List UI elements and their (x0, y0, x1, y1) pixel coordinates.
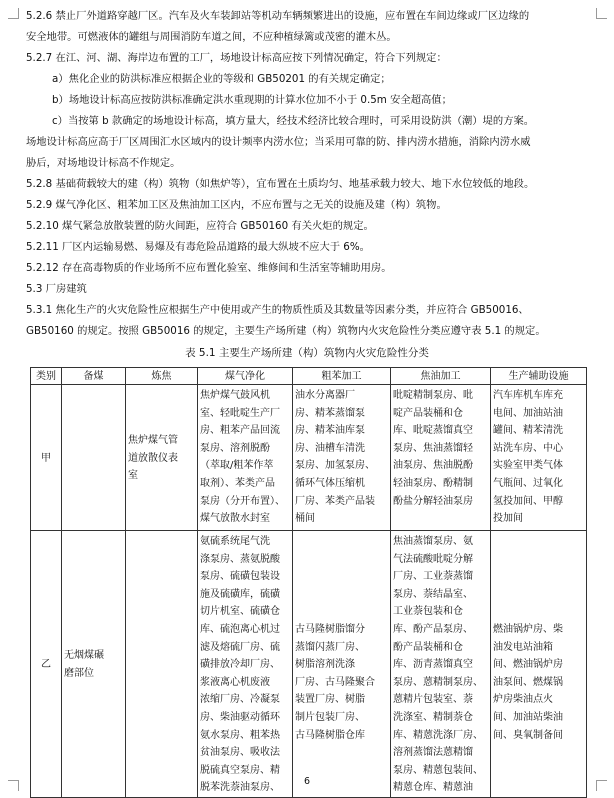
table-caption: 表 5.1 主要生产场所建（构）筑物内火灾危险性分类 (185, 347, 429, 359)
cell-auxiliary: 汽车库机车库充 电间、加油站油 罐间、精苯清洗 站洗车房、中心 实验室甲类气体 气瓶间、过氧化 氢投加间、甲醇 投加间 (491, 385, 587, 531)
header-auxiliary: 生产辅助设施 (491, 368, 587, 385)
paragraph-5-3-1-line2: GB50160 的规定。按照 GB50016 的规定，主要生产场所建（构）筑物内火灾危险性分类应遵守表 5.1 的规定。 (26, 325, 546, 337)
cell-coking (126, 531, 198, 798)
list-item-a: a）焦化企业的防洪标准应根据企业的等级和 GB50201 的有关规定确定； (52, 73, 391, 85)
crop-mark-top-left (8, 8, 19, 19)
header-crude-benzene: 粗苯加工 (293, 368, 391, 385)
cell-auxiliary: 燃油锅炉房、柴 油发电站油箱 间、燃油锅炉房 油泵间、燃煤锅 炉房柴油点火 间、加油站柴油 间、臭氧制备间 (491, 531, 587, 798)
header-coal-preparation: 备煤 (62, 368, 126, 385)
header-coking: 炼焦 (126, 368, 198, 385)
category-cell: 乙 (31, 531, 62, 798)
paragraph-5-2-11: 5.2.11 厂区内运输易燃、易爆及有毒危险品道路的最大纵坡不应大于 6%。 (26, 241, 370, 253)
section-heading-5-3: 5.3 厂房建筑 (26, 283, 87, 295)
fire-hazard-table (30, 367, 587, 798)
cell-tar-processing: 吡啶精制泵房、吡 啶产品装桶和仓 库、吡啶蒸馏真空 泵房、焦油蒸馏轻 油泵房、焦油脱酚 轻油泵房、酚精制 酚盐分解轻油泵房 (391, 385, 491, 531)
page-number: 6 (303, 776, 311, 787)
paragraph-5-2-6-line1: 5.2.6 禁止厂外道路穿越厂区。汽车及火车装卸站等机动车辆频繁进出的设施，应布置在车间边缘或厂区边缘的 (26, 10, 530, 22)
list-item-c: c）当按第 b 款确定的场地设计标高，填方量大，经技术经济比较合理时，可采用设防洪（潮）堤的方案。 (52, 115, 535, 127)
cell-crude-benzene: 古马隆树脂馏分 蒸馏闪蒸厂房、 树脂溶剂洗涤 厂房、古马隆聚合 装置厂房、树脂 制片包装厂房、 古马隆树脂仓库 (293, 531, 391, 798)
cell-crude-benzene: 油水分离器厂 房、精苯蒸馏泵 房、精苯油库泵 房、油槽车清洗 泵房、加氢泵房、 循环气体压缩机 厂房、苯类产品装 桶间 (293, 385, 391, 531)
table-row-class-yi (31, 531, 587, 798)
header-category: 类别 (31, 368, 62, 385)
cell-coal-preparation (62, 385, 126, 531)
table-header-row (31, 368, 587, 385)
cell-tar-processing: 焦油蒸馏泵房、氨 气法硫酸吡啶分解 厂房、工业萘蒸馏 泵房、萘结晶室、 工业萘包装和仓 库、酚产品泵房、 酚产品装桶和仓 库、沥青蒸馏真空 泵房、蒽精制泵房、 蒽精片包装室、萘 洗涤室、精制萘仓 库、精蒽洗涤厂房、 溶剂蒸馏法蒽精馏 泵房、精蒽包装间、 精蒽仓库、精蒽油 (391, 531, 491, 798)
paragraph-5-3-1-line1: 5.3.1 焦化生产的火灾危险性应根据生产中使用或产生的物质性质及其数量等因素分类，并应符合 GB50016、 (26, 304, 529, 316)
cell-gas-purification: 焦炉煤气鼓风机 室、轻吡啶生产厂 房、粗苯产品回流 泵房、溶剂脱酚 （萃取/粗苯作萃 取剂）、苯类产品 泵房（分开布置）、 煤气放散水封室 (198, 385, 293, 531)
paragraph-5-2-8: 5.2.8 基础荷载较大的建（构）筑物（如焦炉等），宜布置在土质均匀、地基承载力较大、地下水位较低的地段。 (26, 178, 535, 190)
category-cell: 甲 (31, 385, 62, 531)
cell-coal-preparation: 无烟煤碾 磨部位 (62, 531, 126, 798)
header-gas-purification: 煤气净化 (198, 368, 293, 385)
paragraph-5-2-10: 5.2.10 煤气紧急放散装置的防火间距，应符合 GB50160 有关火炬的规定。 (26, 220, 374, 232)
crop-mark-top-right (596, 8, 607, 19)
paragraph-flood-line2: 胁后，对场地设计标高不作规定。 (26, 157, 181, 169)
cell-coking: 焦炉煤气管 道放散仪表 室 (126, 385, 198, 531)
table-row-class-jia (31, 385, 587, 531)
cell-gas-purification: 氨硫系统尾气洗 涤泵房、蒸氨脱酸 泵房、硫磺包装设 施及硫磺库，硫磺 切片机室、硫磺仓 库、硫泡离心机过 滤及熔硫厂房、硫 磺排放冷却厂房、 浆液离心机废液 浓缩厂房、冷凝泵 房、柴油驱动循环 氨水泵房、粗苯热 贫油泵房、吸收法 脱硫真空泵房、精 脱苯洗萘油泵房、 (198, 531, 293, 798)
paragraph-5-2-6-line2: 安全地带。可燃液体的罐组与周围消防车道之间，不应种植绿篱或茂密的灌木丛。 (26, 31, 397, 43)
paragraph-flood-line1: 场地设计标高应高于厂区周围汇水区域内的设计频率内涝水位；当采用可靠的防、排内涝水措施，消除内涝水威 (26, 136, 531, 148)
paragraph-5-2-7: 5.2.7 在江、河、湖、海岸边布置的工厂，场地设计标高应按下列情况确定，符合下列规定： (26, 52, 447, 64)
paragraph-5-2-9: 5.2.9 煤气净化区、粗苯加工区及焦油加工区内，不应布置与之无关的设施及建（构）筑物。 (26, 199, 447, 211)
list-item-b: b）场地设计标高应按防洪标准确定洪水重现期的计算水位加不小于 0.5m 安全超高值； (52, 94, 452, 106)
paragraph-5-2-12: 5.2.12 存在高毒物质的作业场所不应布置化验室、维修间和生活室等辅助用房。 (26, 262, 392, 274)
header-tar-processing: 焦油加工 (391, 368, 491, 385)
